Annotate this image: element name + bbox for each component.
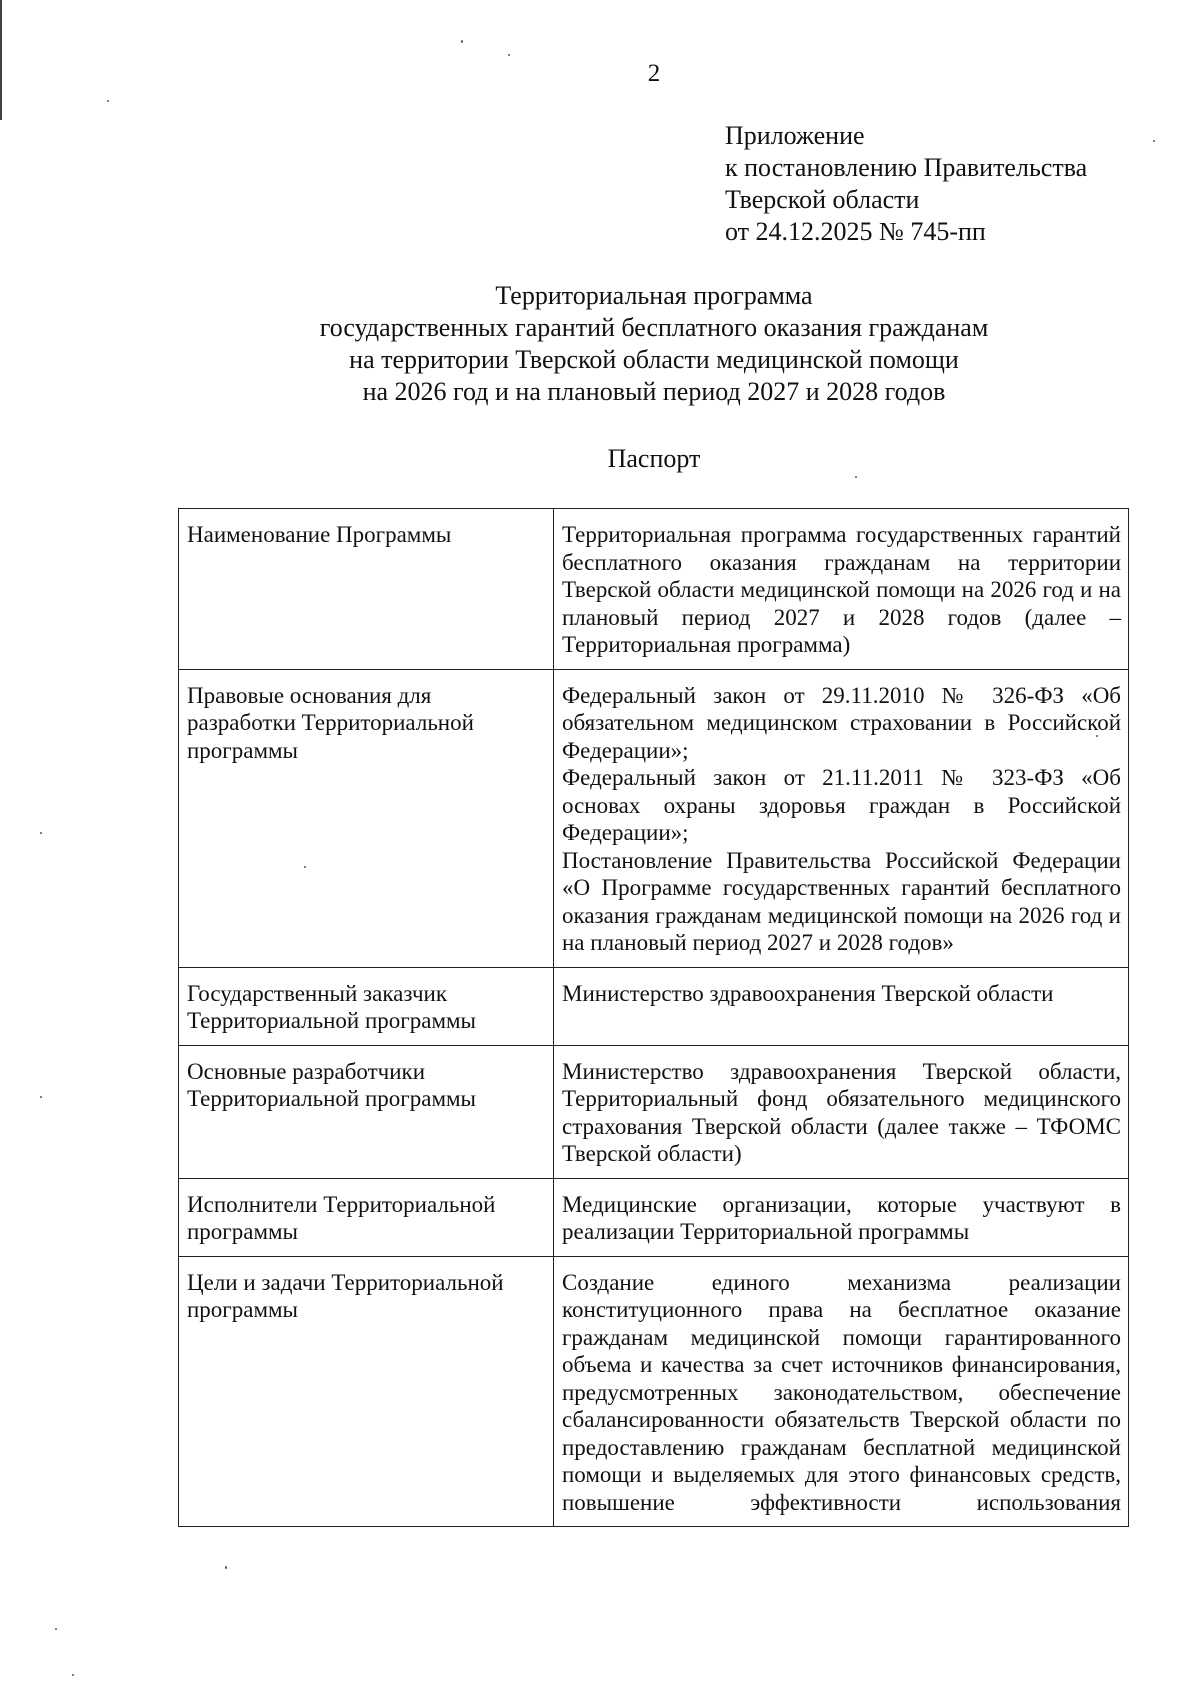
page-number: 2 xyxy=(647,60,661,87)
scan-speck xyxy=(1153,140,1155,142)
scan-speck xyxy=(508,54,510,56)
table-row xyxy=(179,509,1129,670)
row-value-paragraph: Министерство здравоохранения Тверской области, Территориальный фонд обязательного медицинского страхования Тверской области (далее также – ТФОМС Тверской области) xyxy=(562,1058,1121,1166)
scan-speck xyxy=(72,1674,74,1676)
scan-speck xyxy=(304,866,306,868)
row-value xyxy=(554,1045,1129,1178)
scan-speck xyxy=(55,1628,57,1630)
row-value-paragraph: Федеральный закон от 21.11.2011 № 323-ФЗ «Об основах охраны здоровья граждан в Российской Федерации»; xyxy=(562,765,1121,845)
appendix-line-3: Тверской области xyxy=(725,185,920,214)
row-label: Основные разработчики Территориальной программы xyxy=(179,1045,554,1178)
row-value-paragraph: Территориальная программа государственных гарантий бесплатного оказания гражданам на территории Тверской области медицинской помощи на 2026 год и на плановый период 2027 и 2028 годов (далее – Территориальная программа) xyxy=(562,522,1121,657)
appendix-block xyxy=(725,120,1087,248)
row-label: Наименование Программы xyxy=(179,509,554,670)
row-label: Цели и задачи Территориальной программы xyxy=(179,1256,554,1527)
table-row xyxy=(179,1045,1129,1178)
title-line-2: государственных гарантий бесплатного оказания гражданам xyxy=(319,313,989,342)
appendix-line-4: от 24.12.2025 № 745-пп xyxy=(725,217,986,246)
table-row xyxy=(179,967,1129,1045)
passport-table xyxy=(178,508,1129,1527)
scan-speck xyxy=(107,100,109,102)
title-line-4: на 2026 год и на плановый период 2027 и 2028 годов xyxy=(362,377,946,406)
row-label: Государственный заказчик Территориальной программы xyxy=(179,967,554,1045)
appendix-line-2: к постановлению Правительства xyxy=(725,153,1088,182)
document-title xyxy=(0,280,1200,408)
row-label: Правовые основания для разработки Территориальной программы xyxy=(179,669,554,967)
scan-speck xyxy=(855,476,857,478)
row-value-paragraph: Создание единого механизма реализации конституционного права на бесплатное оказание гражданам медицинской помощи гарантированного объема и качества за счет источников финансирования, предусмотренных законодательством, обеспечение сбалансированности обязательств Тверской области по предоставлению гражданам бесплатной медицинской помощи и выделяемых для этого финансовых средств, повышение эффективности использования xyxy=(562,1269,1121,1515)
title-line-1: Территориальная программа xyxy=(495,281,813,310)
scan-speck xyxy=(461,40,463,43)
scan-speck xyxy=(1096,735,1098,737)
row-value xyxy=(554,967,1129,1045)
appendix-line-1: Приложение xyxy=(725,121,865,150)
scan-speck xyxy=(225,1566,227,1569)
passport-heading: Паспорт xyxy=(607,444,701,473)
table-row xyxy=(179,1178,1129,1256)
row-value xyxy=(554,1178,1129,1256)
row-value-paragraph: Министерство здравоохранения Тверской области xyxy=(562,980,1054,1006)
scan-speck xyxy=(40,832,42,834)
title-line-3: на территории Тверской области медицинской помощи xyxy=(349,345,959,374)
row-value xyxy=(554,669,1129,967)
row-label: Исполнители Территориальной программы xyxy=(179,1178,554,1256)
row-value-paragraph: Медицинские организации, которые участвуют в реализации Территориальной программы xyxy=(562,1191,1121,1244)
row-value-paragraph: Федеральный закон от 29.11.2010 № 326-ФЗ «Об обязательном медицинском страховании в Российской Федерации»; xyxy=(562,682,1121,763)
table-row xyxy=(179,669,1129,967)
row-value-paragraph: Постановление Правительства Российской Федерации «О Программе государственных гарантий бесплатного оказания гражданам медицинской помощи на 2026 год и на плановый период 2027 и 2028 годов» xyxy=(562,847,1121,955)
row-value xyxy=(554,509,1129,670)
row-value xyxy=(554,1256,1129,1527)
scan-speck xyxy=(40,1096,42,1098)
table-row xyxy=(179,1256,1129,1527)
